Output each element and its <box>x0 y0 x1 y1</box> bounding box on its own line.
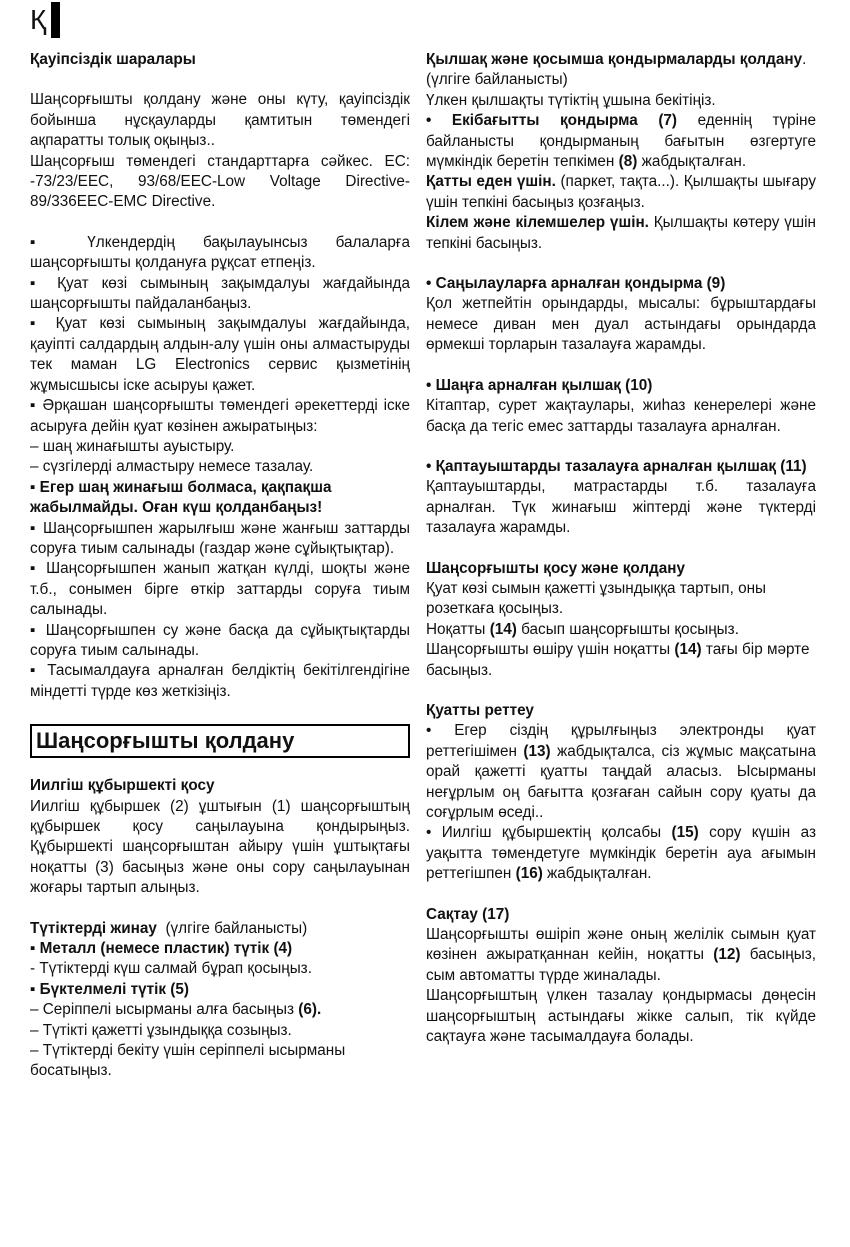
upholstery-text: Қаптауыштарды, матрастарды т.б. тазалауға арналған. Түк жинағыш жіптерді және түктерді тазалауға жарамды. <box>426 478 816 537</box>
power-text-2b: сору күшін аз уақытта төмендетуге мүмкіндік беретін ауа ағымын реттегішпен <box>426 824 817 883</box>
safety-bullet: ▪ Тасымалдауға арналған белдіктің бекітілгендігіне міндетті түрде көз жеткізіңіз. <box>30 662 410 700</box>
storage-text-1 <box>426 925 816 986</box>
hard-floor-title: Қатты еден үшін. <box>426 173 556 191</box>
power-text-1b: жабдықталса, сіз жұмыс мақсатына орай қажетті қуатты таңдай аласыз. Ысырманы неғұрлым оң бағытта қозғаған сайын сору қуаты да соғұрлым өседі.. <box>426 742 816 821</box>
language-bar <box>51 2 60 38</box>
combo-text-end: жабдықталған. <box>637 153 747 171</box>
power-text-2c: жабдықталған. <box>542 865 652 883</box>
combo-text: еденнің түріне байланысты қондырманың бағытын өзгертуге мүмкіндік беретін тепкімен <box>426 112 816 171</box>
storage-heading: Сақтау (17) <box>426 905 510 923</box>
start-text-1: Қуат көзі сымын қажетті ұзындыққа тартып, оны розеткаға қосыңыз. <box>426 579 767 618</box>
brush-heading: Қылшақ және қосымша қондырмаларды қолдану <box>426 51 803 68</box>
metal-tube-text: - Түтіктерді күш салмай бұрап қосыңыз. <box>30 960 312 978</box>
telescopic-step-1-num: (6). <box>298 1001 322 1019</box>
storage-num: (12) <box>713 946 741 964</box>
safety-bullet: ▪ Қуат көзі сымының зақымдалуы жағдайында, қауіпті салдардың алдын-алу үшін оны алмастыруды тек маман LG Electronics сервис қызметінің жұмысшысы іске асыруы қажет. <box>30 315 410 394</box>
safety-subitem: – сүзгілерді алмастыру немесе тазалау. <box>30 458 314 476</box>
power-heading: Қуатты реттеу <box>426 701 534 719</box>
storage-text-2: Шаңсорғыштың үлкен тазалау қондырмасы дөңесін шаңсорғыштың астындағы жікке салып, тік күйде сақтауға және тасымалдауға болады. <box>426 987 816 1046</box>
brush-note: . (үлгіге байланысты) <box>426 51 807 89</box>
right-column <box>426 50 816 1047</box>
brush-text: Үлкен қылшақты түтіктің ұшына бекітіңіз. <box>426 91 716 109</box>
section-title: Шаңсорғышты қолдану <box>30 724 410 758</box>
start-text-2c: тағы бір мәрте басыңыз. <box>426 641 810 679</box>
combo-num: (8) <box>618 153 638 171</box>
start-heading: Шаңсорғышты қосу және қолдану <box>426 559 686 577</box>
telescopic-step-2: – Түтікті қажетті ұзындыққа созыңыз. <box>30 1021 292 1039</box>
crevice-heading: • Саңылауларға арналған қондырма (9) <box>426 275 726 293</box>
safety-warning: ▪ Егер шаң жинағыш болмаса, қақпақша жабылмайды. Оған күш қолданбаңыз! <box>30 478 332 517</box>
safety-bullet: ▪ Үлкендердің бақылауынсыз балаларға шаңсорғышты қолдануға рұқсат етпеңіз. <box>30 233 410 272</box>
telescopic-step-1 <box>30 1000 410 1020</box>
hose-heading: Иилгіш құбыршекті қосу <box>30 777 215 795</box>
carpet-title: Кілем және кілемшелер үшін. <box>426 214 649 232</box>
telescopic-step-1-text: – Серіппелі ысырманы алға басыңыз <box>30 1001 299 1019</box>
crevice-text: Қол жетпейтін орындарды, мысалы: бұрыштардағы немесе диван мен дуал астындағы орындарда өрмекші торларын тазалауға жарамды. <box>426 295 816 354</box>
telescopic-step-3: – Түтіктерді бекіту үшін серіппелі ысырманы босатыңыз. <box>30 1042 346 1080</box>
hard-floor-text: (паркет, тақта...). Қылшақты шығару үшін тепкіні басыңыз қозғаңыз. <box>426 173 816 211</box>
hard-floor <box>426 172 816 213</box>
safety-bullet: ▪ Қуат көзі сымының зақымдалуы жағдайында шаңсорғышты пайдаланбаңыз. <box>30 274 410 313</box>
power-text-1 <box>426 721 816 823</box>
safety-bullet: ▪ Шаңсорғышпен су және басқа да сұйықтықтарды соруға тиым салынады. <box>30 621 410 659</box>
power-num-1: (13) <box>523 742 551 760</box>
safety-bullet: ▪ Шаңсорғышпен жанып жатқан күлді, шоқты және т.б., сонымен бірге өткір заттарды соруға тиым салынады. <box>30 560 410 619</box>
metal-tube-heading: ▪ Металл (немесе пластик) түтік (4) <box>30 940 293 958</box>
power-num-3: (16) <box>515 865 543 883</box>
power-text-2 <box>426 823 816 884</box>
safety-heading: Қауіпсіздік шаралары <box>30 51 196 68</box>
safety-standards: Шаңсорғыш төмендегі стандарттарға сәйкес. EC: -73/23/EEC, 93/68/EEC-Low Voltage Directive-89/336EEC-EMC Directive. <box>30 152 410 211</box>
power-text-2a: • Иилгіш құбыршектің қолсабы <box>426 824 672 842</box>
dust-brush-heading: • Шаңға арналған қылшақ (10) <box>426 376 653 394</box>
tubes-heading-line <box>30 919 410 939</box>
upholstery-heading: • Қаптауыштарды тазалауға арналған қылшақ (11) <box>426 457 807 475</box>
start-text-2b: басып шаңсорғышты қосыңыз. Шаңсорғышты өшіру үшін ноқатты <box>426 620 739 659</box>
start-text-2a: Ноқатты <box>426 620 490 638</box>
start-text-2 <box>426 620 816 681</box>
safety-bullet: ▪ Шаңсорғышпен жарылғыш және жанғыш заттарды соруға тиым салынады (газдар және сұйықтықтар). <box>30 519 410 557</box>
brush-heading-line <box>426 50 816 91</box>
dust-brush-text: Кітаптар, сурет жақтаулары, жиһаз кенерелері және басқа да тегіс емес заттарды тазалауға арналған. <box>426 397 816 435</box>
hose-text: Иилгіш құбыршек (2) ұштығын (1) шаңсорғыштың құбыршек қосу саңылауына қондырыңыз. Құбыршекті шаңсорғыштан айыру үшін ұштықтағы ноқатты (3) басыңыз және оны сору саңылауынан жоғары тартып алыңыз. <box>30 797 410 897</box>
carpet-text: Қылшақты көтеру үшін тепкіні басыңыз. <box>426 214 816 252</box>
safety-bullet: ▪ Әрқашан шаңсорғышты төмендегі әрекеттерді іске асыруға дейін қуат көзінен ажыратыңыз: <box>30 397 410 435</box>
telescopic-tube-heading: ▪ Бүктелмелі түтік (5) <box>30 980 189 998</box>
combo-title: • Екібағытты қондырма (7) <box>426 112 678 130</box>
start-num-2: (14) <box>674 641 702 659</box>
carpet <box>426 213 816 254</box>
storage-text-1b: басыңыз, сым автоматты түрде жиналады. <box>426 946 816 984</box>
tubes-note: (үлгіге байланысты) <box>165 919 308 937</box>
storage-text-1a: Шаңсорғышты өшіріп және оның желілік сымын қуат көзінен ажыратқаннан кейін, ноқатты <box>426 926 816 964</box>
left-column <box>30 50 410 1082</box>
language-marker <box>30 2 60 38</box>
tubes-heading: Түтіктерді жинау <box>30 919 157 937</box>
language-letter: Қ <box>30 4 47 35</box>
power-text-1a: • Егер сіздің құрылғыңыз электронды қуат реттегішімен <box>426 722 816 760</box>
safety-subitem: – шаң жинағышты ауыстыру. <box>30 437 235 455</box>
power-num-2: (15) <box>671 824 699 842</box>
safety-intro: Шаңсорғышты қолдану және оны күту, қауіпсіздік бойынша нұсқауларды қамтитын төмендегі ақпаратты толық оқыңыз.. <box>30 91 410 150</box>
start-num-1: (14) <box>489 620 517 638</box>
combo-nozzle <box>426 111 816 172</box>
